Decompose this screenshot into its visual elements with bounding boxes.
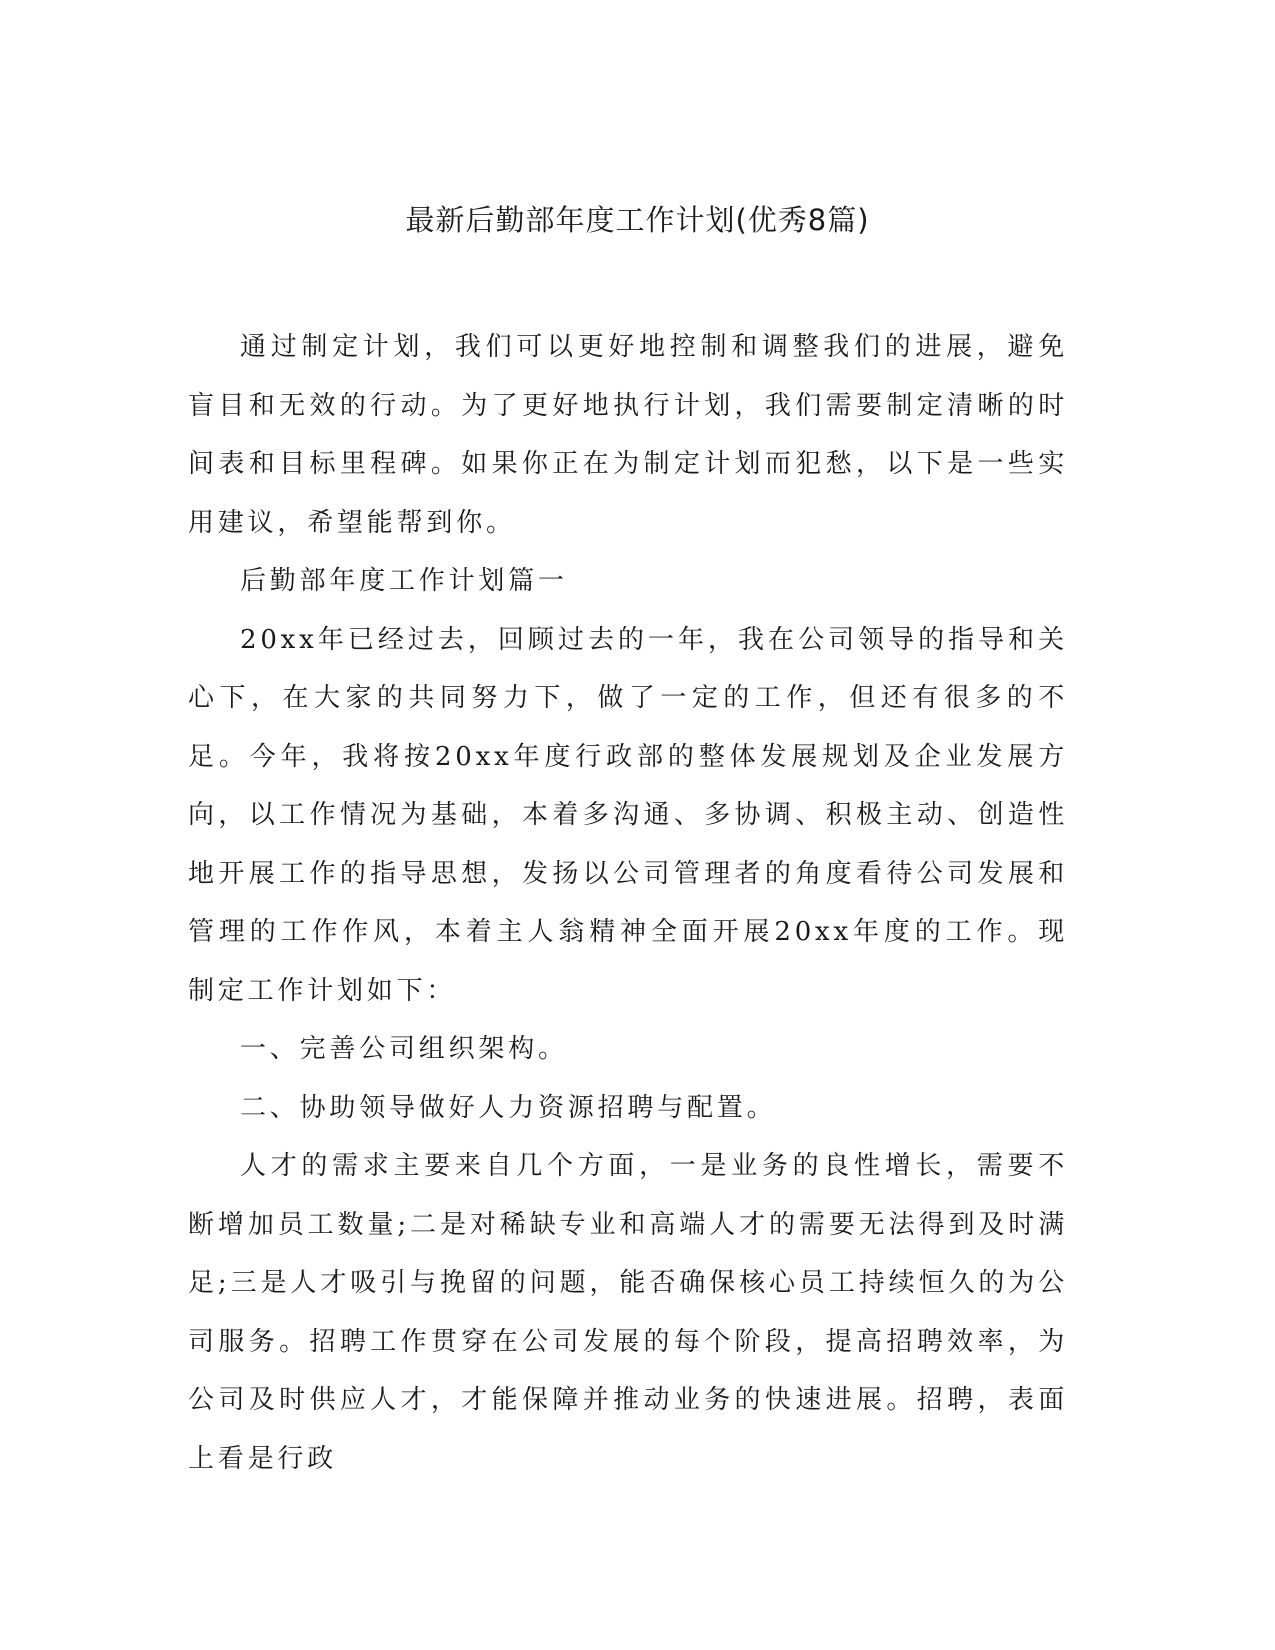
body-paragraph: 人才的需求主要来自几个方面，一是业务的良性增长，需要不断增加员工数量;二是对稀缺专业和高端人才的需要无法得到及时满足;三是人才吸引与挽留的问题，能否确保核心员工持续恒久的为公司服务。招聘工作贯穿在公司发展的每个阶段，提高招聘效率，为公司及时供应人才，才能保障并推动业务的快速进展。招聘，表面上看是行政 bbox=[188, 1151, 1068, 1474]
list-item: 一、完善公司组织架构。 bbox=[240, 1034, 568, 1064]
section-heading: 后勤部年度工作计划篇一 bbox=[240, 566, 568, 596]
intro-paragraph: 通过制定计划，我们可以更好地控制和调整我们的进展，避免盲目和无效的行动。为了更好地执行计划，我们需要制定清晰的时间表和目标里程碑。如果你正在为制定计划而犯愁，以下是一些实用建议，希望能帮到你。 bbox=[188, 332, 1068, 538]
list-item: 二、协助领导做好人力资源招聘与配置。 bbox=[240, 1092, 777, 1123]
document-title: 最新后勤部年度工作计划(优秀8篇) bbox=[405, 203, 870, 237]
body-paragraph: 20xx年已经过去，回顾过去的一年，我在公司领导的指导和关心下，在大家的共同努力下，做了一定的工作，但还有很多的不足。今年，我将按20xx年度行政部的整体发展规划及企业发展方向，以工作情况为基础，本着多沟通、多协调、积极主动、创造性地开展工作的指导思想，发扬以公司管理者的角度看待公司发展和管理的工作作风，本着主人翁精神全面开展20xx年度的工作。现制定工作计划如下： bbox=[188, 624, 1068, 1006]
document-body bbox=[188, 318, 1068, 1488]
